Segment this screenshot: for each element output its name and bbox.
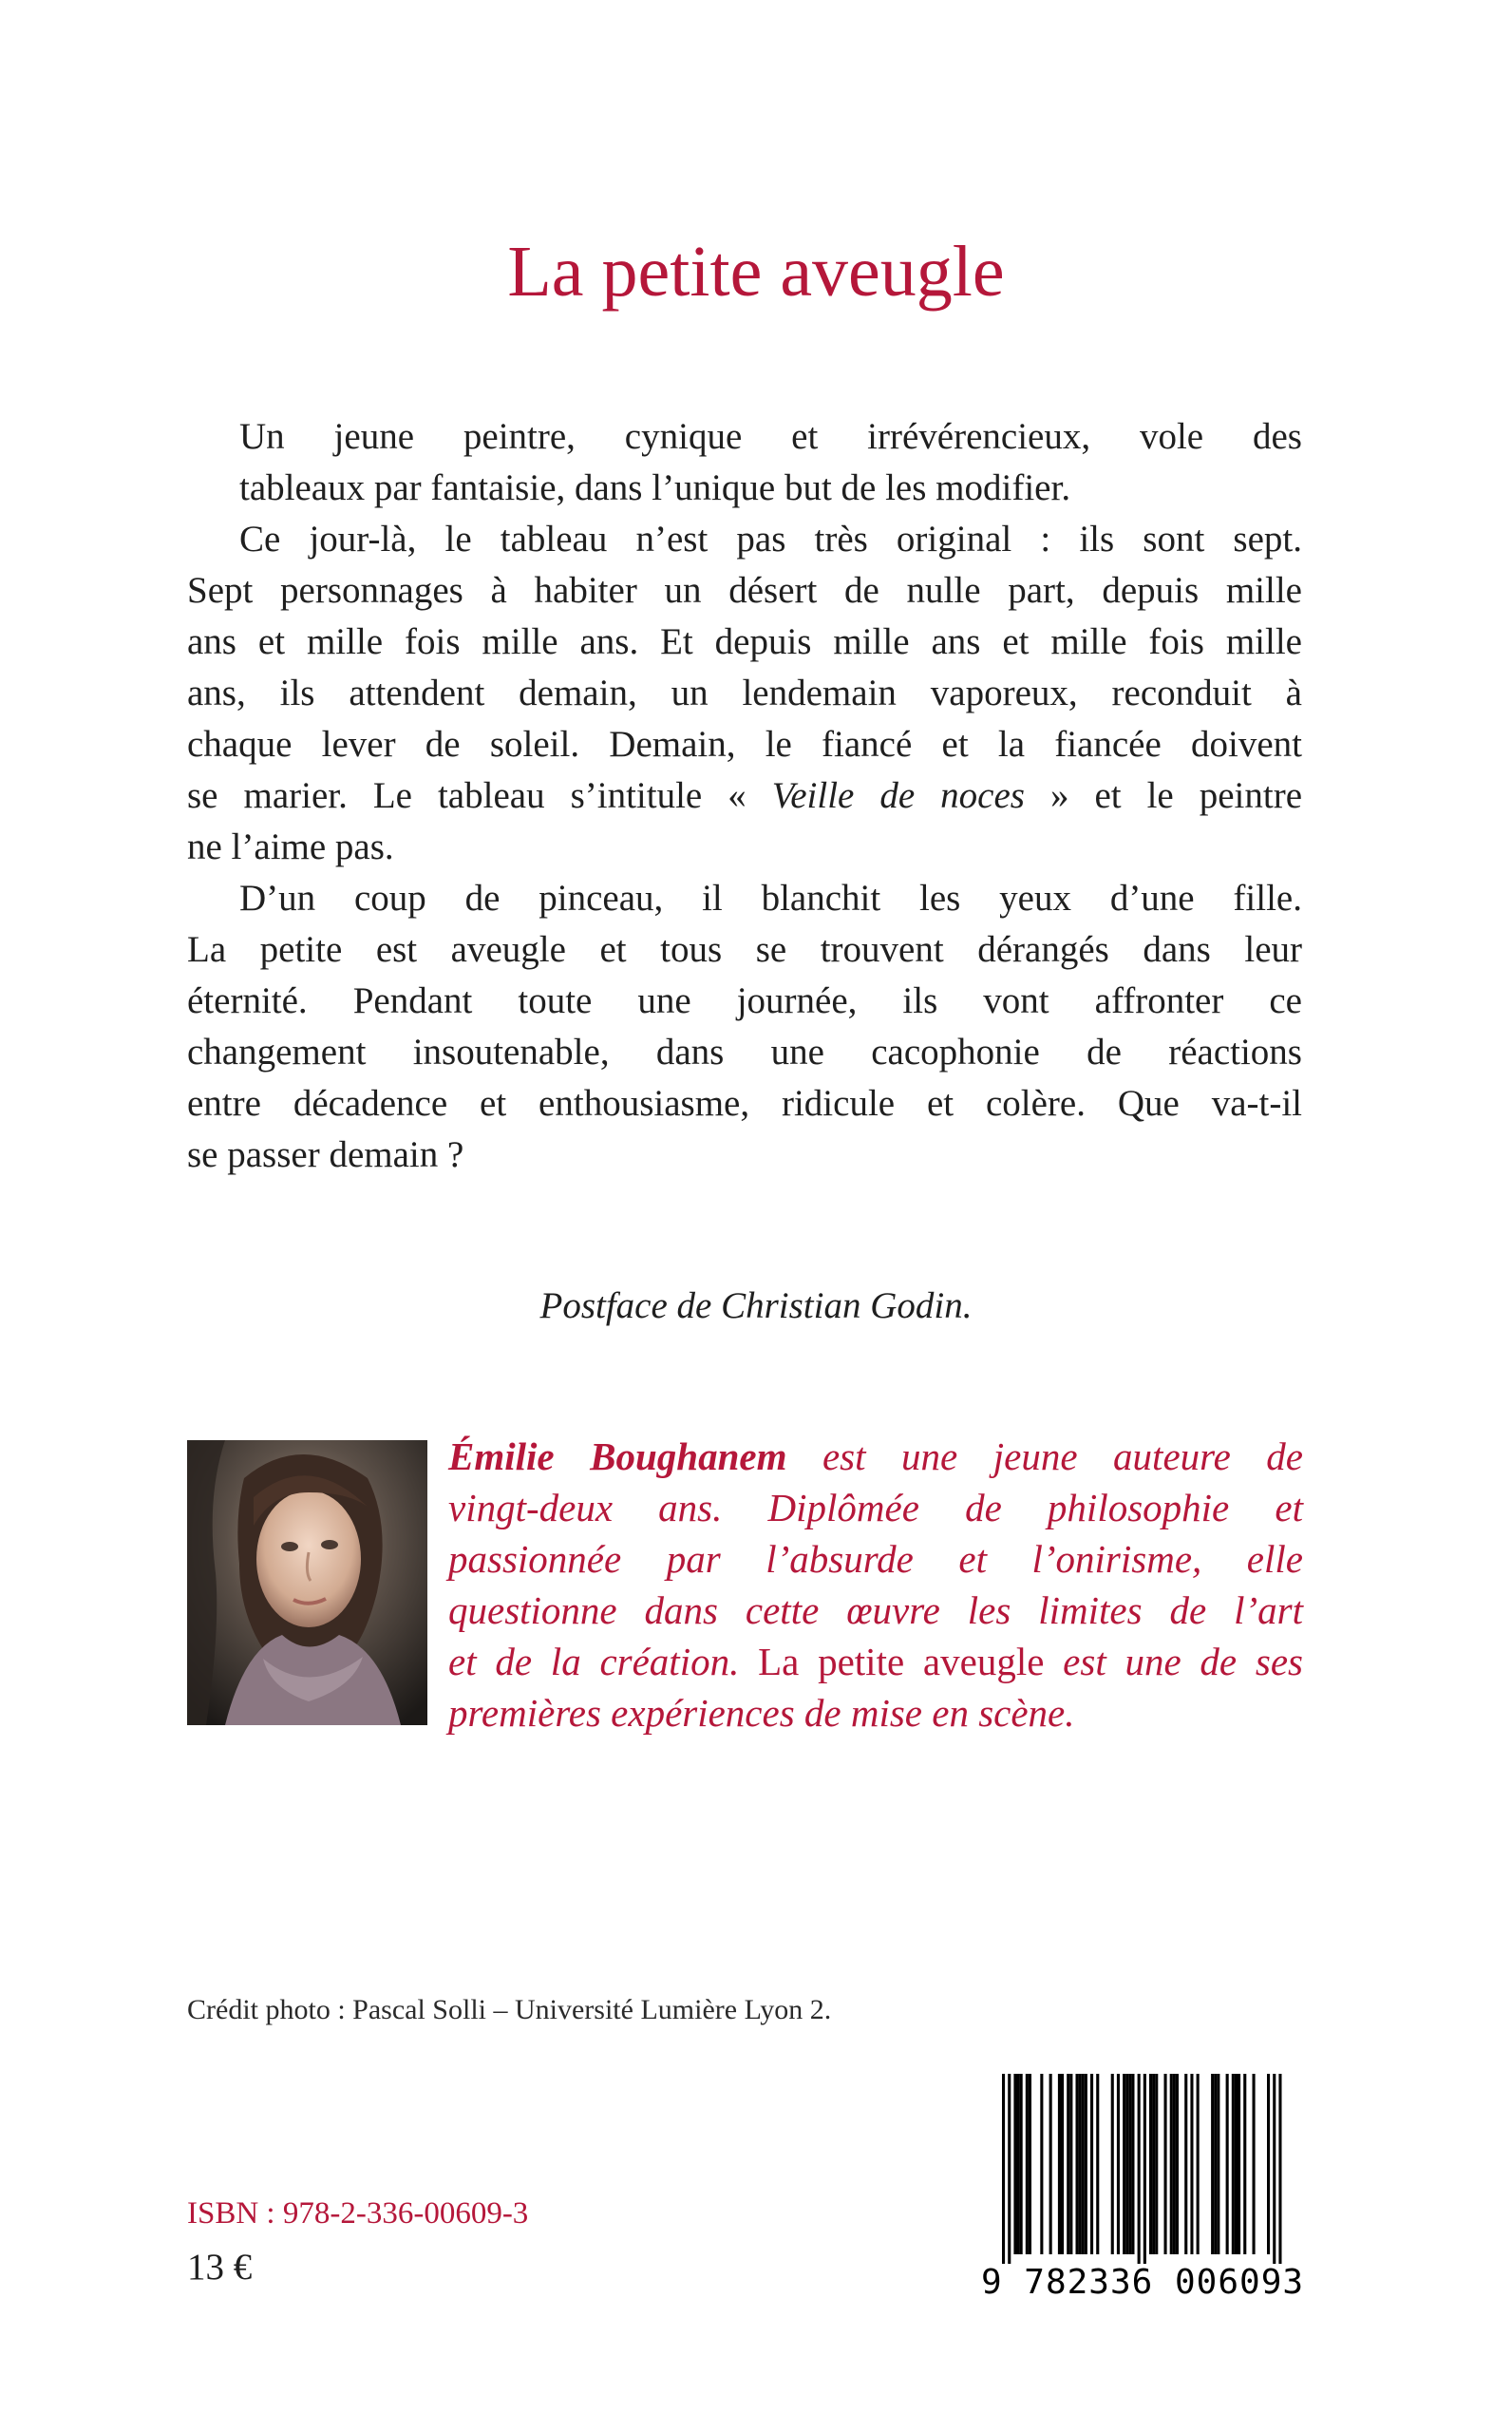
bio-line: passionnée par l’absurde et l’onirisme, elle <box>448 1537 1303 1581</box>
barcode-bar <box>1085 2074 1087 2254</box>
barcode-bar <box>1253 2074 1256 2254</box>
barcode-bar <box>1096 2074 1099 2254</box>
barcode-digits: 9 782336 006093 <box>980 2263 1305 2302</box>
synopsis-line: ans, ils attendent demain, un lendemain vaporeux, reconduit à <box>187 673 1302 713</box>
barcode-bar <box>1017 2074 1020 2254</box>
synopsis-text: se marier. Le tableau s’intitule « <box>187 775 772 816</box>
barcode-bar <box>1211 2074 1214 2254</box>
barcode-bar <box>1123 2074 1125 2254</box>
synopsis-line: ne l’aime pas. <box>187 826 394 867</box>
barcode-bar <box>1214 2074 1217 2254</box>
painting-title: Veille de noces <box>771 775 1025 816</box>
barcode-bar <box>1217 2074 1219 2254</box>
synopsis-text: » et le peintre <box>1024 775 1303 816</box>
barcode-bar <box>1125 2074 1128 2254</box>
barcode-bar <box>1058 2074 1061 2254</box>
barcode-bar <box>1090 2074 1093 2254</box>
barcode-bar <box>1243 2074 1246 2254</box>
synopsis-line: se passer demain ? <box>187 1134 464 1175</box>
barcode-bar <box>1061 2074 1064 2254</box>
barcode-bar <box>1267 2074 1270 2254</box>
barcode-bar <box>1235 2074 1238 2254</box>
barcode-bar <box>1170 2074 1173 2254</box>
bio-text: et de la création. <box>448 1640 759 1683</box>
synopsis-line: Un jeune peintre, cynique et irrévérencieux, vole des <box>239 416 1302 457</box>
barcode-bar <box>1069 2074 1072 2254</box>
barcode-bar <box>1079 2074 1082 2254</box>
author-biography <box>448 1431 1303 1738</box>
bio-line: vingt-deux ans. Diplômée de philosophie et <box>448 1486 1303 1529</box>
barcode-bar <box>1190 2074 1193 2254</box>
synopsis-line: ans et mille fois mille ans. Et depuis mille ans et mille fois mille <box>187 621 1302 662</box>
barcode-bar <box>1082 2074 1085 2254</box>
author-name: Émilie Boughanem <box>448 1434 787 1478</box>
barcode-bar <box>1076 2074 1079 2254</box>
barcode-bar <box>1278 2074 1281 2264</box>
barcode-bar <box>1040 2074 1043 2254</box>
synopsis-paragraph-1 <box>187 411 1302 514</box>
author-portrait-image <box>187 1440 427 1725</box>
synopsis-line <box>135 770 1302 822</box>
barcode-bar <box>1020 2074 1023 2254</box>
synopsis-line: Sept personnages à habiter un désert de nulle part, depuis mille <box>187 570 1302 611</box>
price: 13 € <box>187 2247 253 2288</box>
synopsis-line: tableaux par fantaisie, dans l’unique but de les modifier. <box>239 467 1071 508</box>
barcode-bar <box>1013 2074 1016 2254</box>
author-photo <box>187 1440 427 1725</box>
barcode-bar <box>1067 2074 1069 2254</box>
barcode-bar <box>1155 2074 1158 2254</box>
isbn: ISBN : 978-2-336-00609-3 <box>187 2196 529 2231</box>
synopsis-line: La petite est aveugle et tous se trouvent dérangés dans leur <box>187 929 1302 970</box>
synopsis-paragraph-2 <box>187 514 1302 873</box>
synopsis-line: changement insoutenable, dans une cacophonie de réactions <box>187 1032 1302 1073</box>
barcode-bar <box>1143 2074 1146 2264</box>
bio-line: premières expériences de mise en scène. <box>448 1691 1075 1735</box>
barcode-bar <box>1226 2074 1229 2254</box>
barcode-bar <box>1164 2074 1167 2254</box>
bio-line <box>448 1431 1303 1482</box>
bio-line: questionne dans cette œuvre les limites de l’art <box>448 1588 1303 1632</box>
barcode-bar <box>1131 2074 1134 2254</box>
barcode-bar <box>1111 2074 1114 2254</box>
synopsis-line: entre décadence et enthousiasme, ridicule et colère. Que va-t-il <box>187 1083 1302 1124</box>
barcode-bar <box>1173 2074 1176 2254</box>
barcode-bar <box>1128 2074 1131 2254</box>
barcode-bar <box>1117 2074 1120 2254</box>
barcode-bar <box>1273 2074 1276 2264</box>
barcode-bar <box>1184 2074 1187 2254</box>
synopsis-paragraph-3 <box>187 873 1302 1181</box>
barcode-bar <box>1152 2074 1155 2254</box>
barcode-bar <box>1029 2074 1031 2254</box>
barcode-bar <box>1197 2074 1200 2254</box>
synopsis-line: chaque lever de soleil. Demain, le fiancé et la fiancée doivent <box>187 724 1302 765</box>
bio-text: est une jeune auteure de <box>786 1434 1303 1478</box>
barcode-bar <box>1149 2074 1152 2254</box>
synopsis-line: D’un coup de pinceau, il blanchit les yeux d’une fille. <box>239 878 1302 919</box>
barcode-bar <box>1232 2074 1235 2254</box>
synopsis <box>187 411 1302 1181</box>
postface-credit: Postface de Christian Godin. <box>539 1285 973 1326</box>
bio-book-title: La petite aveugle <box>758 1640 1045 1683</box>
barcode-bar <box>1238 2074 1240 2254</box>
barcode-bar <box>1008 2074 1011 2264</box>
barcode-bar <box>1026 2074 1029 2254</box>
barcode <box>975 2074 1310 2311</box>
barcode-bar <box>1176 2074 1179 2254</box>
bio-text: est une de ses <box>1044 1640 1303 1683</box>
synopsis-line: éternité. Pendant toute une journée, ils vont affronter ce <box>187 980 1302 1021</box>
book-title: La petite aveugle <box>507 232 1005 312</box>
synopsis-line: Ce jour-là, le tableau n’est pas très original : ils sont sept. <box>239 519 1302 560</box>
bio-line <box>448 1636 1303 1687</box>
barcode-bar <box>1002 2074 1005 2264</box>
barcode-bar <box>1049 2074 1052 2254</box>
barcode-bar <box>1138 2074 1141 2264</box>
photo-credit: Crédit photo : Pascal Solli – Université Lumière Lyon 2. <box>187 1994 832 2025</box>
barcode-bars <box>975 2074 1310 2264</box>
